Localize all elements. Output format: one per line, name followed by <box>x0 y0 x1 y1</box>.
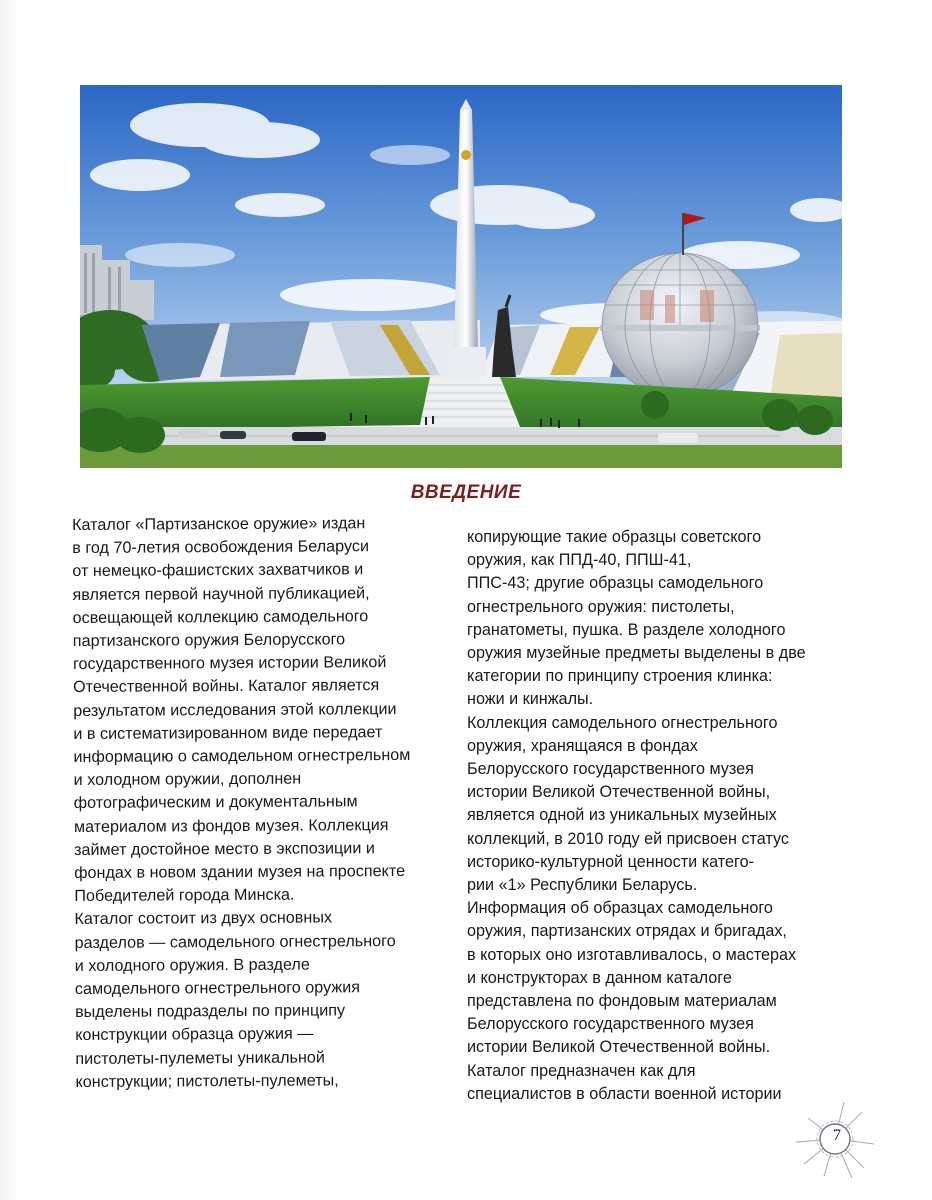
text-line: результатом исследования этой коллекции <box>73 699 397 720</box>
text-line: и холодного оружия. В разделе <box>74 955 310 975</box>
text-line: Отечественной войны. Каталог является <box>73 676 380 697</box>
text-line: истории Великой Отечественной войны, <box>467 783 771 802</box>
text-line: оружия, партизанских отрядах и бригадах, <box>467 922 787 941</box>
text-line: самодельного огнестрельного оружия <box>74 978 361 999</box>
text-line: освещающей коллекцию самодельного <box>72 607 369 627</box>
left-text-column <box>72 512 456 1094</box>
text-line: государственного музея истории Великой <box>72 653 387 674</box>
text-line: фотографическим и документальным <box>73 792 358 813</box>
text-line: конструкции; пистолеты-пулеметы, <box>75 1071 339 1091</box>
text-line: и холодном оружии, дополнен <box>73 769 302 790</box>
text-line: категории по принципу строения клинка: <box>467 667 773 686</box>
text-line: Белорусского государственного музея <box>467 760 754 779</box>
text-line: ППС-43; другие образцы самодельного <box>467 574 764 593</box>
page-number: 7 <box>833 1127 841 1144</box>
text-line: рии «1» Республики Беларусь. <box>467 876 698 895</box>
text-line: конструкции образца оружия — <box>75 1025 314 1045</box>
text-line: коллекций, в 2010 году ей присвоен статус <box>467 829 789 848</box>
text-line: и конструкторах в данном каталоге <box>467 968 732 987</box>
text-line: истории Великой Отечественной войны. <box>467 1038 771 1057</box>
section-heading: ВВЕДЕНИЕ <box>410 482 522 503</box>
museum-illustration <box>80 85 842 468</box>
text-line: Каталог состоит из двух основных <box>74 908 333 929</box>
text-line: выделены подразделы по принципу <box>74 1001 346 1022</box>
text-line: огнестрельного оружия: пистолеты, <box>467 597 735 616</box>
text-line: оружия, как ППД-40, ППШ-41, <box>467 551 692 570</box>
text-line: ножи и кинжалы. <box>467 690 594 709</box>
text-line: разделов — самодельного огнестрельного <box>74 931 396 952</box>
text-line: копирующие такие образцы советского <box>467 528 762 546</box>
text-line: Коллекция самодельного огнестрельного <box>467 713 778 732</box>
text-line: является одной из уникальных музейных <box>467 806 777 825</box>
text-line: пистолеты-пулеметы уникальной <box>75 1048 325 1068</box>
text-line: Белорусского государственного музея <box>467 1015 754 1034</box>
text-line: Победителей города Минска. <box>74 885 295 906</box>
text-line: партизанского оружия Белорусского <box>72 630 346 651</box>
text-line: займет достойное место в экспозиции и <box>73 838 375 859</box>
text-line: Каталог «Партизанское оружие» издан <box>72 514 366 534</box>
museum-building-image <box>80 85 842 468</box>
text-line: Информация об образцах самодельного <box>467 899 773 918</box>
text-line: специалистов в области военной истории <box>467 1084 782 1103</box>
text-line: Каталог предназначен как для <box>467 1061 696 1080</box>
text-line: и в систематизированном виде передает <box>73 722 383 743</box>
text-line: оружия музейные предметы выделены в две <box>467 644 806 663</box>
text-line: историко-культурной ценности катего- <box>467 852 754 871</box>
text-line: материалом из фондов музея. Коллекция <box>73 815 389 836</box>
text-line: в год 70-летия освобождения Беларуси <box>72 537 370 558</box>
text-line: является первой научной публикацией, <box>72 583 370 604</box>
right-text-column <box>467 526 857 1106</box>
text-line: в которых оно изготавливалось, о мастерах <box>467 945 797 964</box>
text-line: представлена по фондовым материалам <box>467 992 777 1011</box>
text-line: информацию о самодельном огнестрельном <box>73 745 411 767</box>
text-line: от немецко-фашистских захватчиков и <box>72 560 364 581</box>
text-line: оружия, хранящаяся в фондах <box>467 736 698 755</box>
text-line: гранатометы, пушка. В разделе холодного <box>467 620 786 639</box>
text-line: фондах в новом здании музея на проспекте <box>74 862 406 883</box>
